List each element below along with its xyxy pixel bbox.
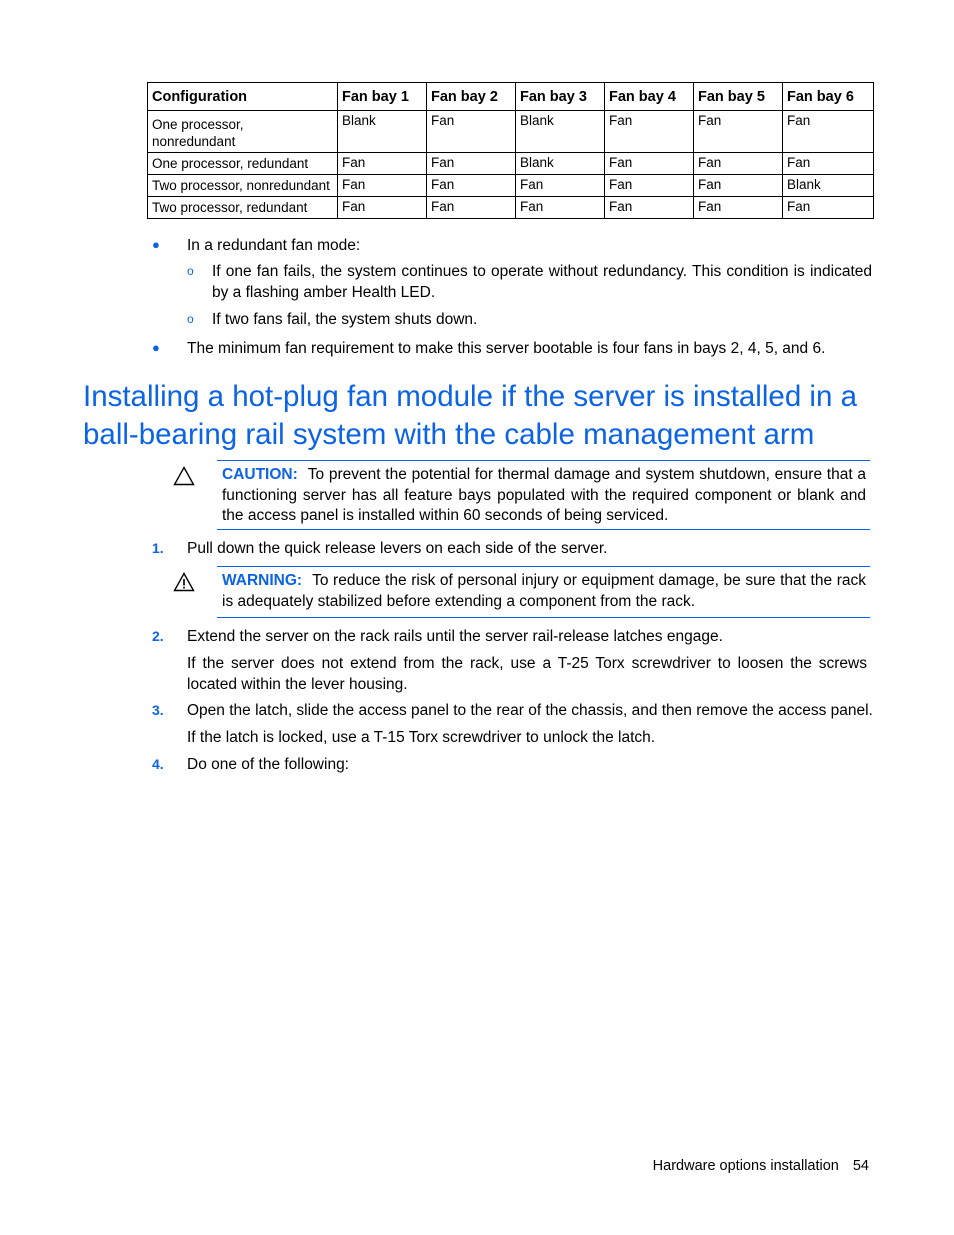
table-cell: Fan	[427, 197, 516, 219]
table-cell: Fan	[783, 197, 874, 219]
step-number: 2.	[152, 628, 164, 644]
table-cell: One processor, redundant	[148, 153, 338, 175]
table-row	[148, 153, 874, 175]
table-cell: Fan	[338, 175, 427, 197]
table-cell: Fan	[516, 197, 605, 219]
caution-triangle-icon	[173, 466, 195, 486]
step-3-note: If the latch is locked, use a T-15 Torx screwdriver to unlock the latch.	[187, 729, 656, 746]
table-cell: Two processor, redundant	[148, 197, 338, 219]
step-number: 1.	[152, 540, 164, 556]
table-cell: Blank	[783, 175, 874, 197]
warning-triangle-icon	[173, 572, 195, 592]
table-cell: Fan	[605, 153, 694, 175]
warning-box	[217, 566, 870, 618]
table-cell: Fan	[783, 111, 874, 153]
table-header: Fan bay 1	[338, 83, 427, 111]
table-row	[148, 175, 874, 197]
caution-text: To prevent the potential for thermal damage and system shutdown, ensure that a functioning server has all feature bays populated with the required component or blank and the access panel is installed within 60 seconds of being serviced.	[222, 466, 866, 524]
step-3-text: Open the latch, slide the access panel to the rear of the chassis, and then remove the access panel.	[187, 702, 873, 719]
table-cell: Fan	[605, 111, 694, 153]
table-cell: Fan	[605, 175, 694, 197]
table-header: Configuration	[148, 83, 338, 111]
table-cell: Fan	[427, 153, 516, 175]
fan-bay-table	[147, 82, 874, 219]
table-cell: Two processor, nonredundant	[148, 175, 338, 197]
step-number: 3.	[152, 702, 164, 718]
step-2-text: Extend the server on the rack rails until the server rail-release latches engage.	[187, 628, 723, 645]
table-cell: Fan	[694, 197, 783, 219]
table-header: Fan bay 6	[783, 83, 874, 111]
table-cell: Blank	[516, 153, 605, 175]
warning-label: WARNING:	[222, 572, 303, 589]
footer-section-title: Hardware options installation	[652, 1158, 839, 1174]
table-cell: Blank	[338, 111, 427, 153]
sub-bullet-icon: o	[187, 264, 194, 278]
table-cell: Fan	[694, 153, 783, 175]
table-cell: Fan	[783, 153, 874, 175]
table-cell: Fan	[427, 111, 516, 153]
table-row	[148, 111, 874, 153]
table-cell: Fan	[694, 111, 783, 153]
table-header: Fan bay 5	[694, 83, 783, 111]
step-1-text: Pull down the quick release levers on each side of the server.	[187, 540, 608, 557]
caution-label: CAUTION:	[222, 466, 298, 483]
bullet-minimum-fan-requirement: The minimum fan requirement to make this server bootable is four fans in bays 2, 4, 5, and 6.	[187, 340, 826, 357]
step-4-text: Do one of the following:	[187, 756, 349, 773]
sub-bullet-two-fans-fail: If two fans fail, the system shuts down.	[212, 311, 478, 328]
table-cell: Fan	[516, 175, 605, 197]
page-footer	[653, 1158, 869, 1174]
bullet-redundant-fan-mode: In a redundant fan mode:	[187, 237, 361, 254]
warning-text: To reduce the risk of personal injury or equipment damage, be sure that the rack is adequately stabilized before extending a component from the rack.	[222, 572, 866, 610]
table-cell: Fan	[338, 153, 427, 175]
table-cell: One processor, nonredundant	[148, 111, 338, 153]
section-heading: Installing a hot-plug fan module if the server is installed in a ball-bearing rail system with the cable management arm	[83, 380, 857, 451]
table-cell: Fan	[694, 175, 783, 197]
sub-bullet-icon: o	[187, 312, 194, 326]
bullet-icon: ●	[152, 237, 160, 252]
step-number: 4.	[152, 756, 164, 772]
table-header: Fan bay 3	[516, 83, 605, 111]
table-cell: Fan	[338, 197, 427, 219]
page-number: 54	[852, 1158, 869, 1174]
table-cell: Blank	[516, 111, 605, 153]
table-cell: Fan	[605, 197, 694, 219]
table-row	[148, 197, 874, 219]
caution-box	[217, 460, 870, 530]
bullet-icon: ●	[152, 340, 160, 355]
sub-bullet-one-fan-fails: If one fan fails, the system continues to operate without redundancy. This condition is indicated by a flashing amber Health LED.	[212, 263, 872, 301]
table-header-row	[148, 83, 874, 111]
table-cell: Fan	[427, 175, 516, 197]
table-header: Fan bay 4	[605, 83, 694, 111]
step-2-note: If the server does not extend from the rack, use a T-25 Torx screwdriver to loosen the screws located within the lever housing.	[187, 655, 867, 693]
table-header: Fan bay 2	[427, 83, 516, 111]
